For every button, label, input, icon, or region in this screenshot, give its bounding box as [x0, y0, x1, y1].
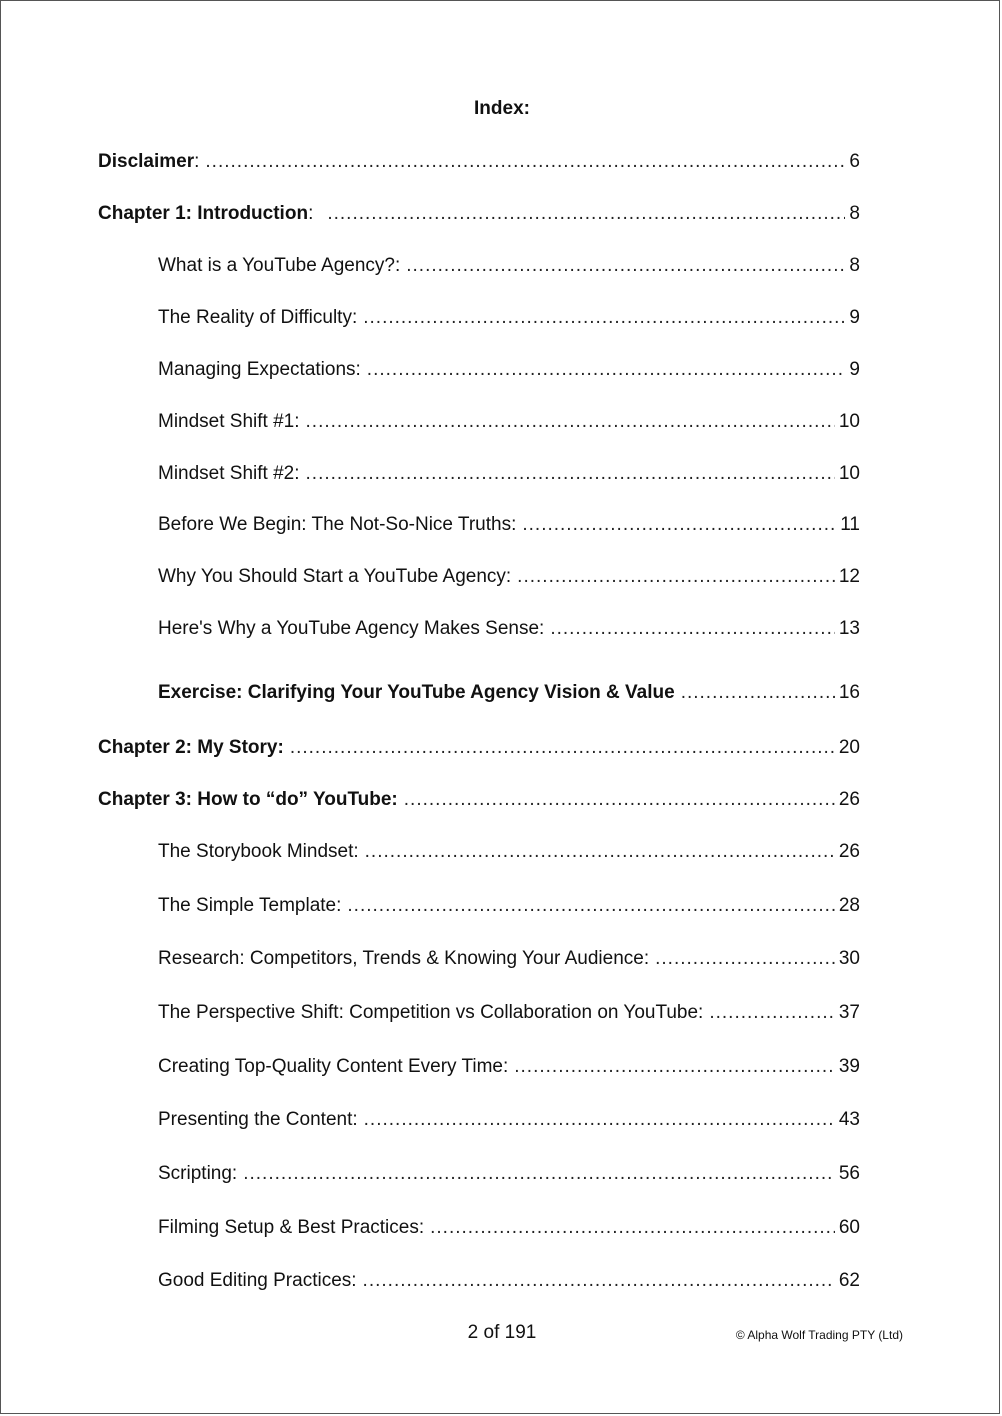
toc-entry-filming-setup[interactable] — [158, 1216, 860, 1240]
toc-entry-page: 56 — [838, 1163, 860, 1184]
toc-entry-managing-expectations[interactable] — [158, 358, 860, 382]
dot-leader — [327, 202, 845, 226]
toc-entry-what-is-agency[interactable] — [158, 254, 860, 278]
toc-entry-page: 16 — [838, 682, 860, 703]
dot-leader — [363, 306, 845, 330]
dot-leader — [517, 565, 835, 589]
toc-entry-label: Filming Setup & Best Practices: — [158, 1217, 425, 1238]
dot-leader — [522, 513, 836, 537]
toc-entry-label: Presenting the Content: — [158, 1109, 358, 1130]
toc-entry-page: 39 — [838, 1056, 860, 1077]
dot-leader — [347, 894, 834, 918]
dot-leader — [709, 1001, 835, 1025]
toc-entry-label: Why You Should Start a YouTube Agency: — [158, 566, 512, 587]
toc-entry-editing-practices[interactable] — [158, 1269, 860, 1293]
toc-entry-scripting[interactable] — [158, 1162, 860, 1186]
toc-entry-page: 10 — [838, 411, 860, 432]
dot-leader — [430, 1216, 835, 1240]
toc-entry-page: 43 — [838, 1109, 860, 1130]
toc-entry-creating-content[interactable] — [158, 1055, 860, 1079]
toc-entry-page: 26 — [838, 841, 860, 862]
toc-entry-page: 37 — [838, 1002, 860, 1023]
dot-leader — [514, 1055, 835, 1079]
toc-entry-page: 8 — [849, 203, 860, 224]
toc-entry-agency-makes-sense[interactable] — [158, 617, 860, 641]
dot-leader — [404, 788, 835, 812]
toc-entry-presenting-content[interactable] — [158, 1108, 860, 1132]
toc-entry-label: What is a YouTube Agency?: — [158, 255, 401, 276]
toc-entry-label: Research: Competitors, Trends & Knowing Your Audience: — [158, 948, 650, 969]
toc-entry-chapter-2[interactable] — [98, 736, 860, 760]
index-heading: Index: — [474, 98, 530, 119]
dot-leader — [306, 410, 835, 434]
toc-entry-page: 10 — [838, 463, 860, 484]
dot-leader — [655, 947, 835, 971]
dot-leader — [243, 1162, 835, 1186]
toc-entry-label: Chapter 2: My Story: — [98, 737, 284, 758]
toc-entry-label: Here's Why a YouTube Agency Makes Sense: — [158, 618, 545, 639]
toc-entry-page: 9 — [849, 359, 860, 380]
toc-entry-label: Chapter 1: Introduction — [98, 203, 309, 224]
toc-entry-page: 9 — [849, 307, 860, 328]
toc-entry-label: The Simple Template: — [158, 895, 342, 916]
toc-entry-label: The Perspective Shift: Competition vs Collaboration on YouTube: — [158, 1002, 704, 1023]
toc-entry-research[interactable] — [158, 947, 860, 971]
dot-leader — [406, 254, 845, 278]
toc-entry-label: Exercise: Clarifying Your YouTube Agency Vision & Value — [158, 682, 675, 703]
toc-entry-label: Creating Top-Quality Content Every Time: — [158, 1056, 509, 1077]
toc-entry-disclaimer[interactable] — [98, 150, 860, 174]
toc-entry-perspective-shift[interactable] — [158, 1001, 860, 1025]
toc-entry-label: Before We Begin: The Not-So-Nice Truths: — [158, 514, 517, 535]
toc-entry-separator: : — [194, 151, 200, 172]
toc-entry-page: 26 — [838, 789, 860, 810]
dot-leader — [681, 681, 835, 705]
toc-entry-label: Scripting: — [158, 1163, 238, 1184]
dot-leader — [290, 736, 835, 760]
toc-entry-label: Disclaimer — [98, 151, 195, 172]
toc-entry-page: 28 — [838, 895, 860, 916]
toc-entry-chapter-3[interactable] — [98, 788, 860, 812]
toc-entry-label: Mindset Shift #2: — [158, 463, 300, 484]
dot-leader — [365, 840, 835, 864]
toc-entry-label: The Reality of Difficulty: — [158, 307, 358, 328]
toc-entry-reality-difficulty[interactable] — [158, 306, 860, 330]
dot-leader — [363, 1269, 835, 1293]
toc-entry-storybook-mindset[interactable] — [158, 840, 860, 864]
toc-entry-before-we-begin[interactable] — [158, 513, 860, 537]
toc-entry-chapter-1[interactable] — [98, 202, 860, 226]
toc-entry-separator: : — [308, 203, 314, 224]
page-indicator: 2 of 191 — [467, 1322, 537, 1343]
toc-entry-page: 20 — [838, 737, 860, 758]
toc-entry-label: The Storybook Mindset: — [158, 841, 359, 862]
dot-leader — [367, 358, 846, 382]
toc-entry-label: Chapter 3: How to “do” YouTube: — [98, 789, 398, 810]
toc-entry-exercise-clarifying[interactable] — [158, 681, 860, 705]
toc-entry-simple-template[interactable] — [158, 894, 860, 918]
dot-leader — [205, 150, 845, 174]
toc-entry-page: 13 — [838, 618, 860, 639]
toc-entry-page: 62 — [838, 1270, 860, 1291]
toc-entry-why-start-agency[interactable] — [158, 565, 860, 589]
dot-leader — [364, 1108, 835, 1132]
toc-entry-label: Good Editing Practices: — [158, 1270, 357, 1291]
toc-entry-label: Managing Expectations: — [158, 359, 361, 380]
toc-entry-page: 8 — [849, 255, 860, 276]
toc-entry-page: 6 — [849, 151, 860, 172]
toc-entry-mindset-shift-1[interactable] — [158, 410, 860, 434]
toc-entry-page: 12 — [838, 566, 860, 587]
toc-entry-mindset-shift-2[interactable] — [158, 462, 860, 486]
dot-leader — [550, 617, 835, 641]
toc-entry-page: 11 — [840, 514, 860, 535]
toc-entry-page: 60 — [838, 1217, 860, 1238]
toc-entry-label: Mindset Shift #1: — [158, 411, 300, 432]
dot-leader — [306, 462, 835, 486]
copyright-notice: © Alpha Wolf Trading PTY (Ltd) — [735, 1328, 903, 1342]
toc-entry-page: 30 — [838, 948, 860, 969]
